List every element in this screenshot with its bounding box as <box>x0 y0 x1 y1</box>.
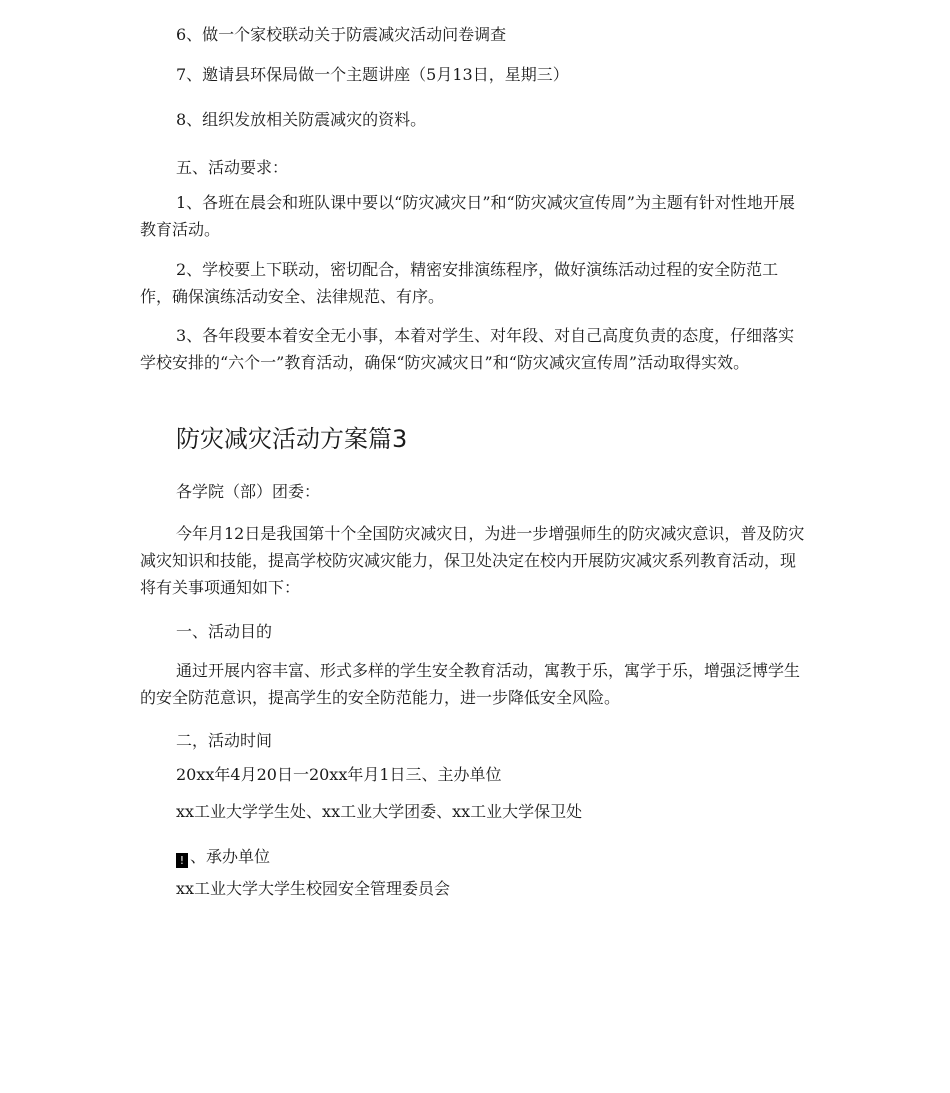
heading-organizer-text: 、承办单位 <box>190 847 271 866</box>
section-heading-requirements: 五、活动要求： <box>176 158 289 177</box>
requirement-1: 1、各班在晨会和班队课中要以“防灾减灾日”和“防灾减灾宣传周”为主题有针对性地开展教育活动。 <box>140 193 795 239</box>
list-item-6: 6、做一个家校联动关于防震减灾活动问卷调查 <box>176 25 507 44</box>
host-line: xx工业大学学生处、xx工业大学团委、xx工业大学保卫处 <box>176 802 583 821</box>
list-item-8: 8、组织发放相关防震减灾的资料。 <box>176 110 427 129</box>
addressee: 各学院（部）团委： <box>176 482 321 501</box>
requirement-3: 3、各年段要本着安全无小事，本着对学生、对年段、对自己高度负责的态度，仔细落实学校安排的“六个一”教育活动，确保“防灾减灾日”和“防灾减灾宣传周”活动取得实效。 <box>140 326 795 372</box>
heading-time: 二，活动时间 <box>176 731 273 750</box>
organizer-line: xx工业大学大学生校园安全管理委员会 <box>176 879 451 898</box>
heading-organizer <box>176 843 270 870</box>
aim-paragraph: 通过开展内容丰富、形式多样的学生安全教育活动，寓教于乐，寓学于乐，增强泛博学生的安全防范意识，提高学生的安全防范能力，进一步降低安全风险。 <box>140 661 801 707</box>
section-title: 防灾减灾活动方案篇3 <box>176 425 408 453</box>
intro-paragraph: 今年月12日是我国第十个全国防灾减灾日，为进一步增强师生的防灾减灾意识，普及防灾减灾知识和技能，提高学校防灾减灾能力，保卫处决定在校内开展防灾减灾系列教育活动，现将有关事项通知如下： <box>140 524 805 597</box>
list-item-7: 7、邀请县环保局做一个主题讲座（5月13日，星期三） <box>176 65 569 84</box>
requirement-2: 2、学校要上下联动，密切配合，精密安排演练程序，做好演练活动过程的安全防范工作，确保演练活动安全、法律规范、有序。 <box>140 260 779 306</box>
marker-glyph: ! <box>176 853 188 868</box>
heading-aim: 一、活动目的 <box>176 622 273 641</box>
time-line: 20xx年4月20日一20xx年月1日三、主办单位 <box>176 765 502 784</box>
